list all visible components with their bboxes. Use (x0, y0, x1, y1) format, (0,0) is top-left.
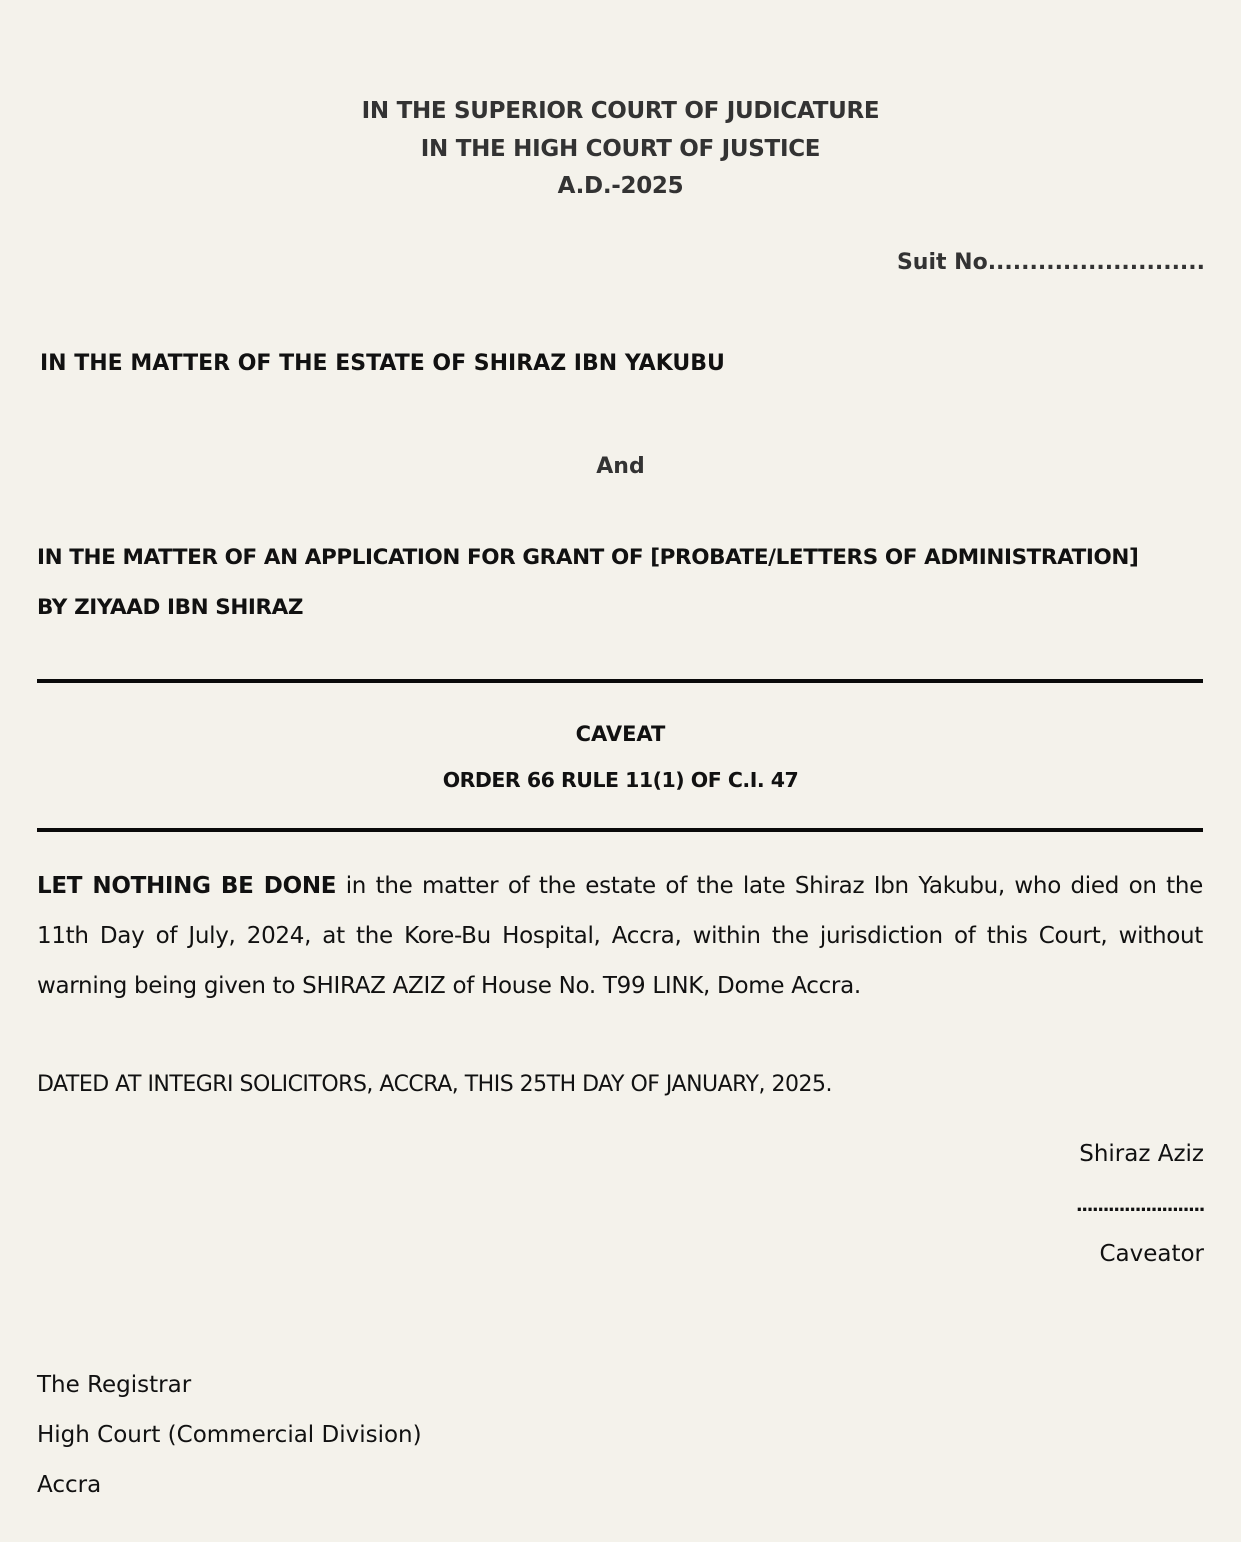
signatory-role: Caveator (1099, 1241, 1204, 1267)
matter-application-line-1: IN THE MATTER OF AN APPLICATION FOR GRANT OF [PROBATE/LETTERS OF ADMINISTRATION] (37, 545, 1139, 570)
addressee-block (37, 1360, 422, 1510)
caveat-body (37, 861, 1203, 1011)
addressee-line-1: The Registrar (37, 1372, 192, 1398)
court-header-year: A.D.-2025 (557, 173, 684, 199)
court-header-line-1: IN THE SUPERIOR COURT OF JUDICATURE (361, 98, 880, 124)
signature-line: ........................ (1075, 1195, 1204, 1216)
caveat-body-text: in the matter of the estate of the late Shiraz Ibn Yakubu, who died on the 11th Day of July, 2024, at the Kore-Bu Hospital, Accra, within the jurisdiction of this Court, without warning being given to SHIRAZ AZIZ of House No. T99 LINK, Dome Accra. (37, 873, 1203, 999)
signatory-name: Shiraz Aziz (1079, 1141, 1204, 1167)
addressee-line-2: High Court (Commercial Division) (37, 1422, 422, 1448)
caveat-title: CAVEAT (575, 722, 666, 746)
matter-application-title (37, 533, 1207, 633)
addressee-line-3: Accra (37, 1472, 102, 1498)
caveat-body-lead: LET NOTHING BE DONE (37, 873, 337, 899)
suit-number: Suit No.......................... (896, 250, 1205, 275)
top-divider (37, 679, 1203, 683)
matter-estate-title: IN THE MATTER OF THE ESTATE OF SHIRAZ IBN YAKUBU (40, 351, 725, 376)
dated-line: DATED AT INTEGRI SOLICITORS, ACCRA, THIS 25TH DAY OF JANUARY, 2025. (37, 1072, 832, 1097)
bottom-divider (37, 828, 1203, 832)
matter-conjunction: And (596, 454, 645, 479)
matter-application-line-2: BY ZIYAAD IBN SHIRAZ (37, 595, 304, 620)
court-header-line-2: IN THE HIGH COURT OF JUSTICE (420, 135, 821, 162)
court-header (0, 93, 1241, 206)
caveat-order-reference: ORDER 66 RULE 11(1) OF C.I. 47 (442, 768, 799, 792)
